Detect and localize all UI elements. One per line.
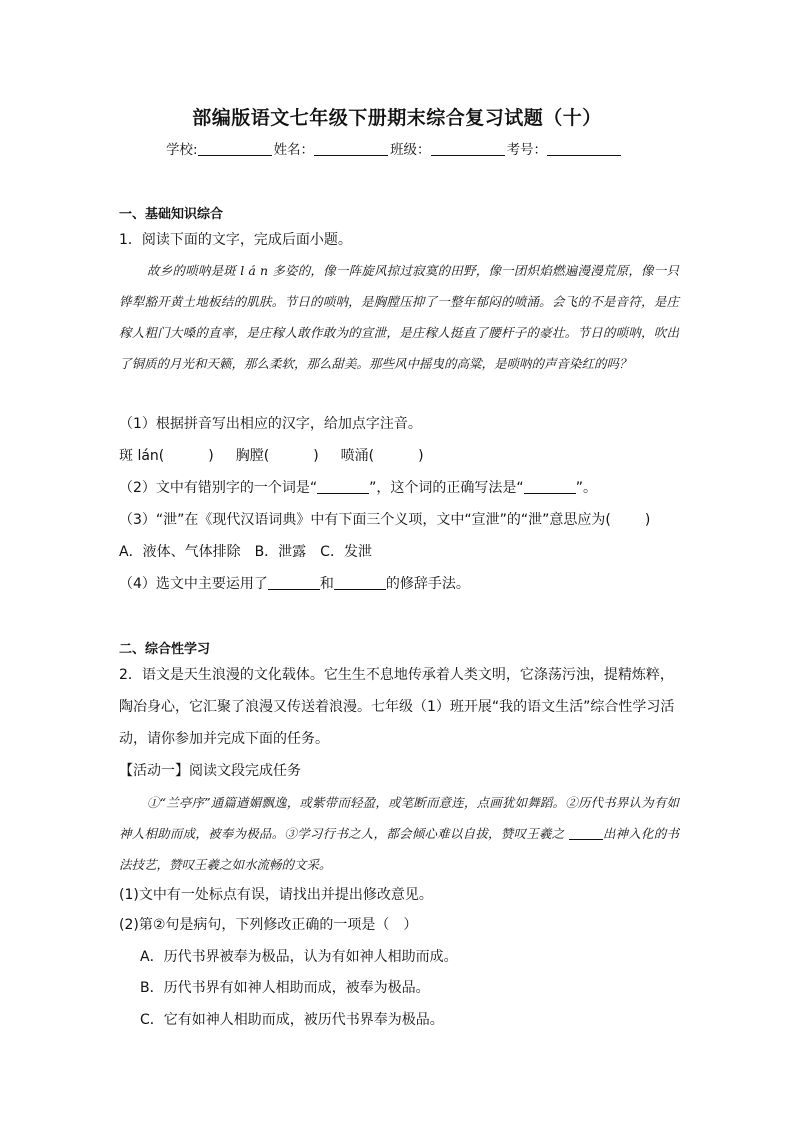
sub-question-4 bbox=[119, 573, 470, 593]
pinyin-item-2: 胸膛( bbox=[235, 448, 270, 464]
pinyin-blank-1[interactable] bbox=[164, 448, 208, 462]
passage-2-blank[interactable] bbox=[569, 825, 603, 840]
pinyin-blank-2[interactable] bbox=[269, 448, 313, 462]
name-blank[interactable] bbox=[314, 141, 388, 156]
passage-2-text-b: 出神入化的书法技艺，赞叹王羲之如水流畅的文采。 bbox=[119, 826, 679, 872]
sub-question-1: （1）根据拼音写出相应的汉字，给加点字注音。 bbox=[119, 416, 422, 432]
reading-passage-1 bbox=[119, 255, 679, 379]
sub2-text-a: （2）文中有错别字的一个词是“ bbox=[119, 480, 318, 496]
sub2-blank-1[interactable] bbox=[317, 479, 369, 494]
page-title: 部编版语文七年级下册期末综合复习试题（十） bbox=[192, 107, 602, 129]
sub4-blank-1[interactable] bbox=[268, 575, 320, 590]
section-heading-2: 二、综合性学习 bbox=[119, 642, 211, 657]
number-blank[interactable] bbox=[547, 141, 621, 156]
option-c: C．它有如神人相助而成，被历代书界奉为极品。 bbox=[140, 1012, 444, 1028]
sub2-text-b: ”，这个词的正确写法是“ bbox=[369, 480, 524, 496]
school-blank[interactable] bbox=[198, 141, 272, 156]
student-info-row bbox=[166, 138, 623, 158]
sub4-text-b: 和 bbox=[319, 576, 334, 592]
sub4-text-c: 的修辞手法。 bbox=[385, 576, 470, 592]
sub2-blank-2[interactable] bbox=[524, 479, 576, 494]
sub3-text: （3）“泄”在《现代汉语词典》中有下面三个义项，文中“宣泄”的“泄”意思应为( bbox=[119, 512, 611, 528]
number-label: 考号： bbox=[506, 142, 548, 158]
pinyin-close-3: ) bbox=[418, 448, 424, 464]
sub3-close: ) bbox=[644, 512, 651, 528]
sub-question-3 bbox=[119, 509, 650, 529]
pinyin-blank-3[interactable] bbox=[374, 448, 418, 462]
pinyin-item-3: 喷涌( bbox=[340, 448, 375, 464]
sub2-text-c: ”。 bbox=[575, 480, 597, 496]
pinyin-close-1: ) bbox=[208, 448, 214, 464]
activity-heading: 【活动一】阅读文段完成任务 bbox=[119, 763, 301, 779]
question-2-line-2: 陶冶身心，它汇聚了浪漫又传送着浪漫。七年级（1）班开展“我的语文生活”综合性学习活 bbox=[119, 699, 675, 715]
class-label: 班级： bbox=[390, 142, 431, 158]
sub4-text-a: （4）选文中主要运用了 bbox=[119, 576, 268, 592]
pinyin-item-1: 斑 lán( bbox=[119, 448, 165, 464]
sub4-blank-2[interactable] bbox=[334, 575, 386, 590]
sub-question-3-options: A．液体、气体排除 B．泄露 C．发泄 bbox=[119, 544, 372, 560]
pinyin-close-2: ) bbox=[313, 448, 319, 464]
school-label: 学校: bbox=[166, 142, 198, 158]
pinyin-row bbox=[119, 445, 424, 465]
passage-1-text: 故乡的唢呐是斑 l á n 多姿的，像一阵旋风掠过寂寞的田野，像一团炽焰燃遍漫漫荒原，像一只铧犁豁开黄土地板结的肌肤。节日的唢呐，是胸膛压抑了一整年郁闷的喷涌。会飞的不是音符，是庄稼人粗门大嗓的直率，是庄稼人敢作敢为的宣泄，是庄稼人挺直了腰杆子的豪壮。节日的唢呐，吹出了铜质的月光和天籁，那么柔软，那么甜美。那些风中摇曳的高粱，是唢呐的声音染红的吗？ bbox=[119, 263, 679, 371]
reading-passage-2 bbox=[119, 787, 679, 880]
question-2-sub-2: (2)第②句是病句，下列修改正确的一项是（ ） bbox=[119, 917, 418, 933]
passage-2-text bbox=[119, 787, 679, 880]
name-label: 姓名： bbox=[273, 142, 315, 158]
question-2-sub-1: (1)文中有一处标点有误，请找出并提出修改意见。 bbox=[119, 887, 433, 903]
question-2-line-3: 动，请你参加并完成下面的任务。 bbox=[119, 731, 329, 747]
class-blank[interactable] bbox=[431, 141, 505, 156]
section-heading-1: 一、基础知识综合 bbox=[119, 207, 224, 222]
question-2-line-1: 2．语文是天生浪漫的文化载体。它生生不息地传承着人类文明，它涤荡污浊，提精炼粹， bbox=[119, 667, 674, 683]
option-a: A．历代书界被奉为极品，认为有如神人相助而成。 bbox=[140, 949, 458, 965]
question-1-stem: 1．阅读下面的文字，完成后面小题。 bbox=[119, 232, 352, 248]
option-b: B．历代书界有如神人相助而成，被奉为极品。 bbox=[140, 980, 430, 996]
passage-2-text-a: ①“兰亭序”通篇遒媚飘逸，或紫带而轻盈，或笔断而意连，点画犹如舞蹈。②历代书界认为有如神人相助而成，被奉为极品。③学习行书之人，都会倾心难以自拔，赞叹王羲之 bbox=[119, 795, 679, 841]
sub-question-2 bbox=[119, 477, 597, 497]
